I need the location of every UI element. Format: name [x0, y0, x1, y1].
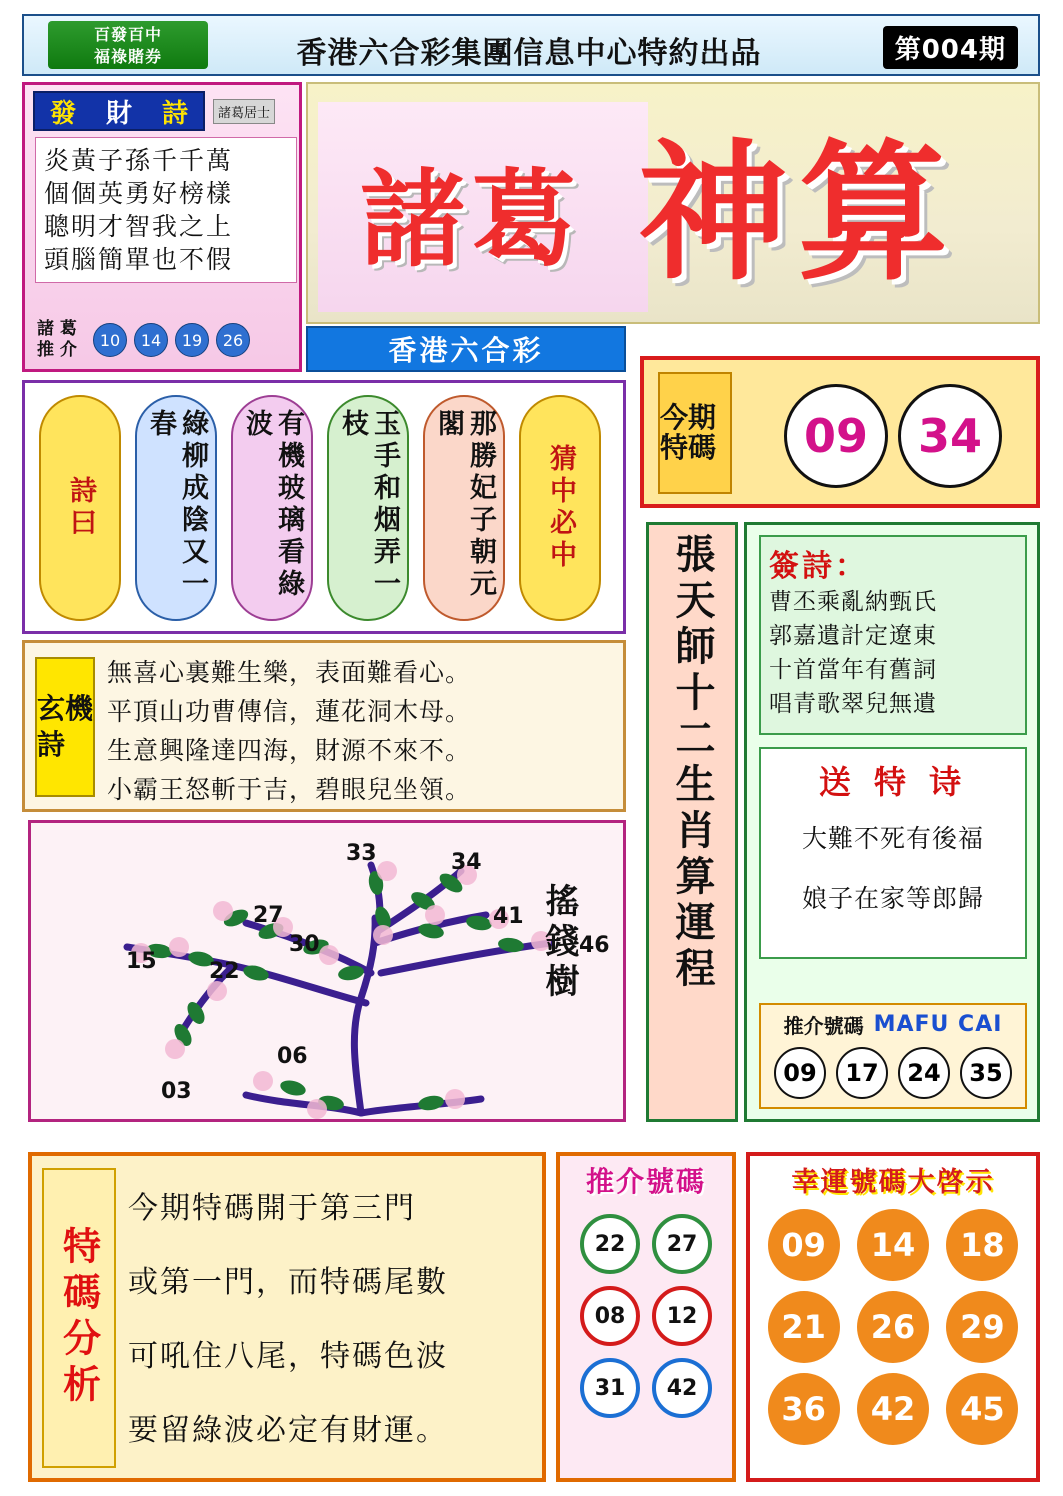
- capsule-item: 詩曰: [39, 395, 121, 621]
- recommend-number-balls: [761, 1047, 1025, 1099]
- number-ball: 22: [580, 1214, 640, 1274]
- tree-number: 15: [126, 949, 157, 974]
- analysis-line: 今期特碼開于第三門: [128, 1191, 416, 1226]
- masthead-title: [306, 82, 1040, 324]
- special-number-label-text: 今期特碼: [660, 401, 717, 464]
- qianshi-title: 簽詩：: [769, 549, 868, 584]
- issue-badge: 第004期: [883, 26, 1018, 69]
- xuanji-line: 平頂山功曹傳信，蓮花洞木母。: [107, 697, 472, 726]
- number-ball: 14: [134, 323, 168, 357]
- capsule-poem-panel: [22, 380, 626, 634]
- zhang-tianshi-banner: [646, 522, 738, 1122]
- poem-line: 個個英勇好榜樣: [44, 179, 234, 208]
- special-ball-2: 34: [898, 384, 1002, 488]
- number-ball: 42: [652, 1358, 712, 1418]
- special-number-label: [658, 372, 732, 494]
- recommend-label-cn: 推介號碼: [783, 1014, 864, 1038]
- number-ball: 27: [652, 1214, 712, 1274]
- page-header: [22, 14, 1040, 76]
- number-ball: 18: [946, 1209, 1018, 1281]
- capsule-item: 猜中必中: [519, 395, 601, 621]
- number-ball: 19: [175, 323, 209, 357]
- special-analysis-panel: [28, 1152, 546, 1482]
- tree-number: 41: [493, 904, 524, 929]
- poem-recommend-label: [37, 319, 89, 361]
- qianshi-line: 郭嘉遺計定遼東: [769, 623, 937, 649]
- analysis-line: 或第一門，而特碼尾數: [128, 1265, 448, 1300]
- poem-line: 頭腦簡單也不假: [44, 245, 234, 274]
- page-title: 香港六合彩集團信息中心特約出品: [296, 36, 762, 71]
- songte-title: 送 特 诗: [818, 763, 968, 801]
- tree-number: 30: [289, 932, 320, 957]
- xuanji-line: 小霸王怒斬于吉，碧眼兒坐領。: [107, 775, 472, 804]
- qianshi-line: 十首當年有舊詞: [769, 657, 937, 683]
- xuanji-lines: [107, 653, 615, 809]
- brand-logo-line2: 福祿賭券: [93, 47, 162, 66]
- lottery-name-bar: [306, 326, 626, 372]
- analysis-line: 可吼住八尾，特碼色波: [128, 1339, 448, 1374]
- poem-author: 諸葛居士: [213, 99, 275, 124]
- special-analysis-label: [42, 1168, 116, 1468]
- qianshi-panel: [759, 535, 1027, 735]
- lucky-number-title: 幸運號碼大啓示: [791, 1167, 995, 1198]
- capsule-item: 那勝妃子朝元閣: [423, 395, 505, 621]
- capsule-item: 玉手和烟弄一枝: [327, 395, 409, 621]
- poem-lines: [35, 137, 297, 283]
- poem-head-char-1: 發: [49, 98, 76, 129]
- money-tree-panel: [28, 820, 626, 1122]
- analysis-line: 要留綠波必定有財運。: [128, 1413, 448, 1448]
- number-ball: 36: [768, 1373, 840, 1445]
- tree-number: 06: [277, 1044, 308, 1069]
- songte-panel: [759, 747, 1027, 959]
- number-ball: 09: [774, 1047, 826, 1099]
- qianshi-line: 曹丕乘亂納甄氏: [769, 589, 937, 615]
- number-ball: 24: [898, 1047, 950, 1099]
- number-ball: 45: [946, 1373, 1018, 1445]
- capsule-item: 綠柳成陰又一春: [135, 395, 217, 621]
- tree-number: 46: [579, 933, 610, 958]
- poem-recommend-label-line2: 推 介: [37, 340, 77, 360]
- tree-number: 22: [209, 959, 240, 984]
- number-ball: 17: [836, 1047, 888, 1099]
- masthead-word-2: 神算: [638, 127, 959, 301]
- number-ball: 12: [652, 1286, 712, 1346]
- poem-head-char-2: 財: [105, 98, 132, 129]
- poem-line: 炎黃子孫千千萬: [44, 146, 234, 175]
- xuanji-line: 無喜心裏難生樂，表面難看心。: [107, 658, 472, 687]
- lucky-number-grid: [750, 1199, 1036, 1445]
- number-ball: 31: [580, 1358, 640, 1418]
- xuanji-label-text: 玄機詩: [37, 692, 94, 761]
- special-analysis-label-text: 特碼分析: [56, 1226, 101, 1410]
- bottom-recommend-title: 推介號碼: [585, 1165, 706, 1198]
- bottom-recommend-panel: [556, 1152, 736, 1482]
- number-ball: 10: [93, 323, 127, 357]
- songte-line: 大難不死有後福: [801, 824, 984, 853]
- lucky-number-panel: [746, 1152, 1040, 1482]
- number-ball: 26: [216, 323, 250, 357]
- songte-line: 娘子在家等郎歸: [801, 884, 984, 913]
- zhang-tianshi-text: 張天師十二生肖算運程: [669, 533, 715, 993]
- fortune-poem-header: [33, 91, 205, 131]
- xuanji-label: [35, 657, 95, 797]
- xuanji-line: 生意興隆達四海，財源不來不。: [107, 736, 472, 765]
- recommend-number-header: [761, 1005, 1025, 1039]
- masthead-word-1: 諸葛: [360, 159, 583, 281]
- qianshi-line: 唱青歌翠兒無遺: [769, 691, 937, 717]
- number-ball: 21: [768, 1291, 840, 1363]
- number-ball: 26: [857, 1291, 929, 1363]
- capsule-item: 有機玻璃看綠波: [231, 395, 313, 621]
- money-tree-label: [535, 883, 583, 1016]
- poem-recommend-label-line1: 諸 葛: [37, 319, 77, 339]
- number-ball: 35: [960, 1047, 1012, 1099]
- tree-number: 03: [161, 1079, 192, 1104]
- money-tree-label-text: 搖錢樹: [539, 883, 579, 1003]
- xuanji-poem-panel: [22, 640, 626, 812]
- bottom-recommend-grid: [560, 1214, 732, 1418]
- brand-logo-line1: 百發百中: [93, 25, 162, 44]
- recommend-number-panel: [759, 1003, 1027, 1109]
- poem-head-char-3: 詩: [161, 98, 188, 129]
- tree-number: 34: [451, 850, 482, 875]
- special-analysis-text: [128, 1172, 536, 1468]
- tree-number: 27: [253, 903, 284, 928]
- number-ball: 14: [857, 1209, 929, 1281]
- right-column: [744, 522, 1040, 1122]
- number-ball: 08: [580, 1286, 640, 1346]
- brand-logo: [48, 21, 208, 69]
- recommend-label-en: MAFU CAI: [873, 1012, 1003, 1037]
- tree-number: 33: [346, 841, 377, 866]
- special-ball-1: 09: [784, 384, 888, 488]
- number-ball: 29: [946, 1291, 1018, 1363]
- number-ball: 09: [768, 1209, 840, 1281]
- poem-recommend-row: [37, 317, 293, 363]
- poem-line: 聰明才智我之上: [44, 212, 234, 241]
- poem-recommend-numbers: [93, 323, 250, 357]
- number-ball: 42: [857, 1373, 929, 1445]
- special-number-panel: [640, 356, 1040, 508]
- fortune-poem-panel: [22, 82, 302, 372]
- lottery-name: 香港六合彩: [388, 334, 544, 367]
